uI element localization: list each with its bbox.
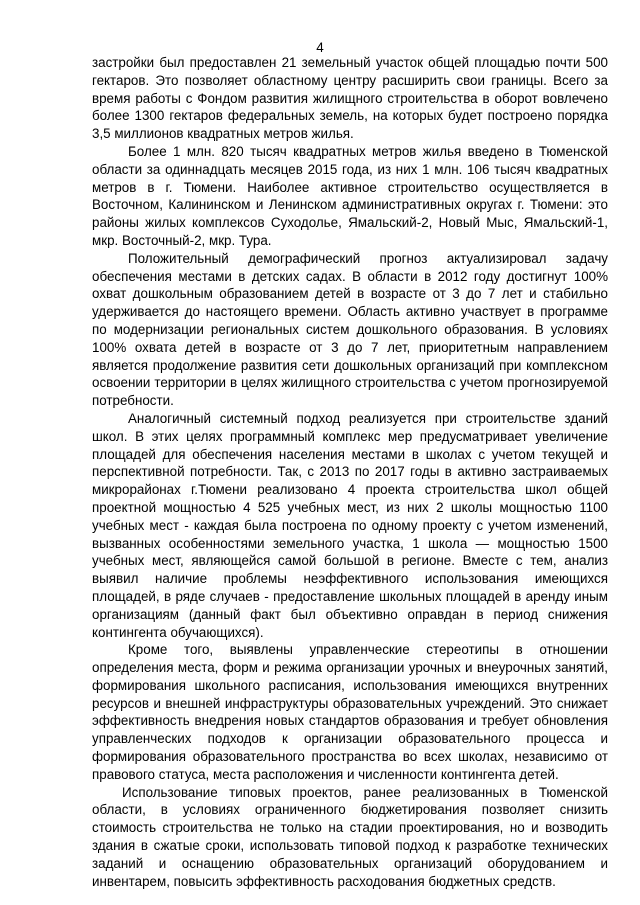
paragraph-management-stereotypes: Кроме того, выявлены управленческие стереотипы в отношении определения места, форм и режима организации урочных и внеурочных занятий, формирования школьного расписания, использования имеющихся внутренних ресурсов и внешней инфраструктуры образовательных учреждений. Это снижает эффективность внедрения новых стандартов образования и требует обновления управленческих подходов к организации образовательного процесса и формирования образовательного пространства во всех школах, независимо от правового статуса, места расположения и численности контингента детей. — [92, 642, 608, 782]
paragraph-typical-projects: Использование типовых проектов, ранее реализованных в Тюменской области, в условиях ограниченного бюджетирования позволяет снизить стоимость строительства не только на стадии проектирования, но и возводить здания в сжатые сроки, использовать типовой подход к разработке технических заданий и оснащению образовательных организаций оборудованием и инвентарем, повысить эффективность расходования бюджетных средств. — [92, 784, 608, 889]
document-body — [92, 54, 608, 890]
paragraph-preschool-education: Положительный демографический прогноз актуализировал задачу обеспечения местами в детских садах. В области в 2012 году достигнут 100% охват дошкольным образованием детей в возрасте от 3 до 7 лет и стабильно удерживается до настоящего времени. Область активно участвует в программе по модернизации региональных систем дошкольного образования. В условиях 100% охвата детей в возрасте от 3 до 7 лет, приоритетным направлением является продолжение развития сети дошкольных организаций при комплексном освоении территории в целях жилищного строительства с учетом прогнозируемой потребности. — [92, 250, 608, 409]
paragraph-school-construction: Аналогичный системный подход реализуется при строительстве зданий школ. В этих целях программный комплекс мер предусматривает увеличение площадей для обеспечения населения местами в школах с учетом текущей и перспективной потребности. Так, с 2013 по 2017 годы в активно застраиваемых микрорайонах г.Тюмени реализовано 4 проекта строительства школ общей проектной мощностью 4 525 учебных мест, из них 2 школы мощностью 1100 учебных мест - каждая была построена по одному проекту с учетом изменений, вызванных особенностями земельного участка, 1 школа — мощностью 1500 учебных мест, являющейся самой большой в регионе. Вместе с тем, анализ выявил наличие проблемы неэффективного использования имеющихся площадей, в ряде случаев - предоставление школьных площадей в аренду иным организациям (данный факт был объективно оправдан в период снижения контингента обучающихся). — [92, 410, 608, 640]
paragraph-land-plots: застройки был предоставлен 21 земельный участок общей площадью почти 500 гектаров. Это позволяет областному центру расширить свои границы. Всего за время работы с Фондом развития жилищного строительства в оборот вовлечено более 1300 гектаров федеральных земель, на которых будет построено порядка 3,5 миллионов квадратных метров жилья. — [92, 55, 608, 142]
paragraph-housing-commissioned: Более 1 млн. 820 тысяч квадратных метров жилья введено в Тюменской области за одиннадцать месяцев 2015 года, из них 1 млн. 106 тысяч квадратных метров в г. Тюмени. Наиболее активное строительство осуществляется в Восточном, Калининском и Ленинском административных округах г. Тюмени: это районы жилых комплексов Суходолье, Ямальский-2, Новый Мыс, Ямальский-1, мкр. Восточный-2, мкр. Тура. — [92, 143, 608, 248]
page-number: 4 — [316, 40, 324, 55]
